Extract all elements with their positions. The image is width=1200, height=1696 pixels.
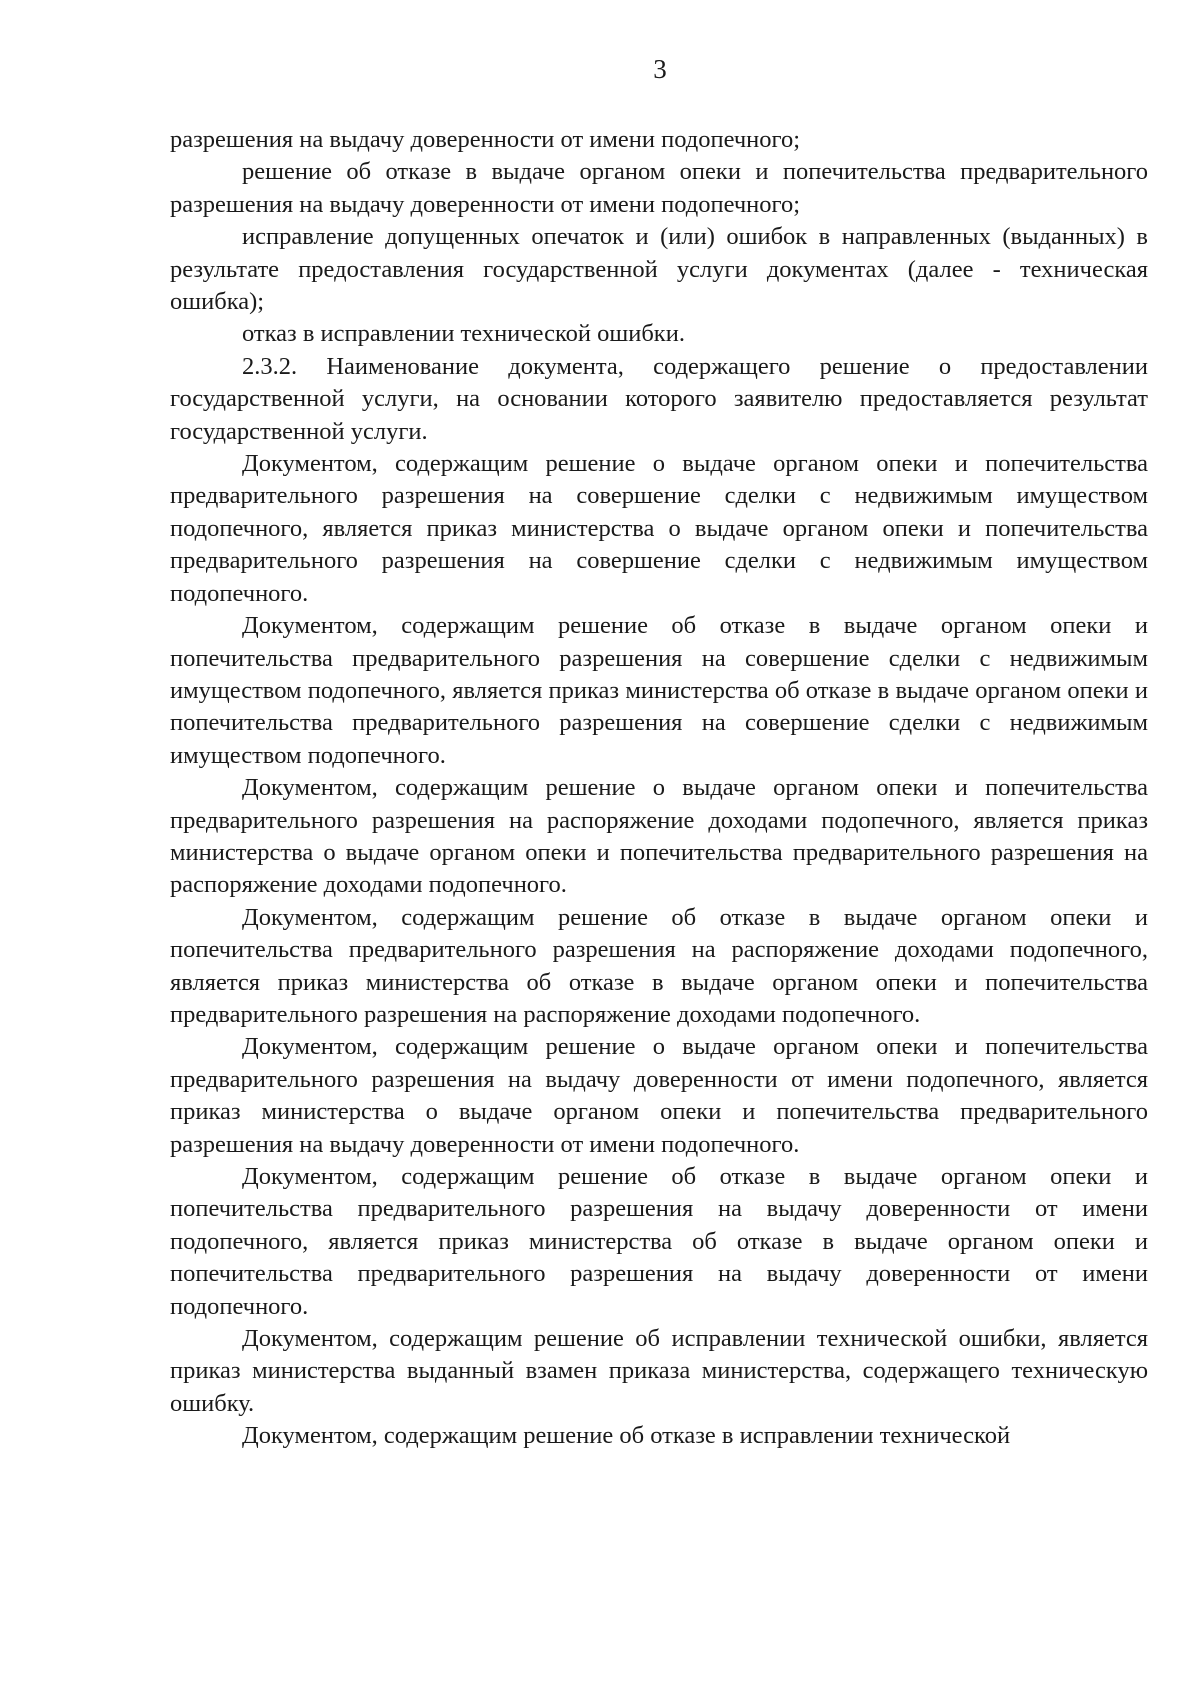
paragraph: Документом, содержащим решение об отказе в выдаче органом опеки и попечительства предварительного разрешения на выдачу доверенности от имени подопечного, является приказ министерства об отказе в выдаче органом опеки и попечительства предварительного разрешения на выдачу доверенности от имени подопечного. bbox=[170, 1163, 1148, 1320]
section-heading-paragraph: 2.3.2. Наименование документа, содержащего решение о предоставлении государственной услуги, на основании которого заявителю предоставляется результат государственной услуги. bbox=[170, 352, 1148, 445]
paragraph-truncated: Документом, содержащим решение об отказе в исправлении технической bbox=[242, 1422, 1011, 1450]
paragraph: Документом, содержащим решение об отказе в выдаче органом опеки и попечительства предварительного разрешения на совершение сделки с недвижимым имуществом подопечного, является приказ министерства об отказе в выдаче органом опеки и попечительства предварительного разрешения на совершение сделки с недвижимым имуществом подопечного. bbox=[170, 612, 1148, 769]
paragraph: Документом, содержащим решение о выдаче органом опеки и попечительства предварительного разрешения на выдачу доверенности от имени подопечного, является приказ министерства о выдаче органом опеки и попечительства предварительного разрешения на выдачу доверенности от имени подопечного. bbox=[170, 1033, 1148, 1158]
document-body bbox=[170, 124, 1148, 1453]
paragraph: Документом, содержащим решение об отказе в выдаче органом опеки и попечительства предварительного разрешения на распоряжение доходами подопечного, является приказ министерства об отказе в выдаче органом опеки и попечительства предварительного разрешения на распоряжение доходами подопечного. bbox=[170, 903, 1148, 1028]
paragraph: отказ в исправлении технической ошибки. bbox=[242, 320, 685, 348]
paragraph: Документом, содержащим решение о выдаче органом опеки и попечительства предварительного разрешения на совершение сделки с недвижимым имуществом подопечного, является приказ министерства о выдаче органом опеки и попечительства предварительного разрешения на совершение сделки с недвижимым имуществом подопечного. bbox=[170, 450, 1148, 607]
paragraph: исправление допущенных опечаток и (или) ошибок в направленных (выданных) в результате предоставления государственной услуги документах (далее - техническая ошибка); bbox=[170, 223, 1148, 316]
paragraph: Документом, содержащим решение об исправлении технической ошибки, является приказ министерства выданный взамен приказа министерства, содержащего техническую ошибку. bbox=[170, 1325, 1148, 1417]
paragraph: Документом, содержащим решение о выдаче органом опеки и попечительства предварительного разрешения на распоряжение доходами подопечного, является приказ министерства о выдаче органом опеки и попечительства предварительного разрешения на распоряжение доходами подопечного. bbox=[170, 774, 1148, 899]
page-number: 3 bbox=[653, 54, 667, 84]
paragraph-continuation: разрешения на выдачу доверенности от имени подопечного; bbox=[170, 126, 801, 153]
paragraph: решение об отказе в выдаче органом опеки и попечительства предварительного разрешения на выдачу доверенности от имени подопечного; bbox=[170, 158, 1148, 218]
